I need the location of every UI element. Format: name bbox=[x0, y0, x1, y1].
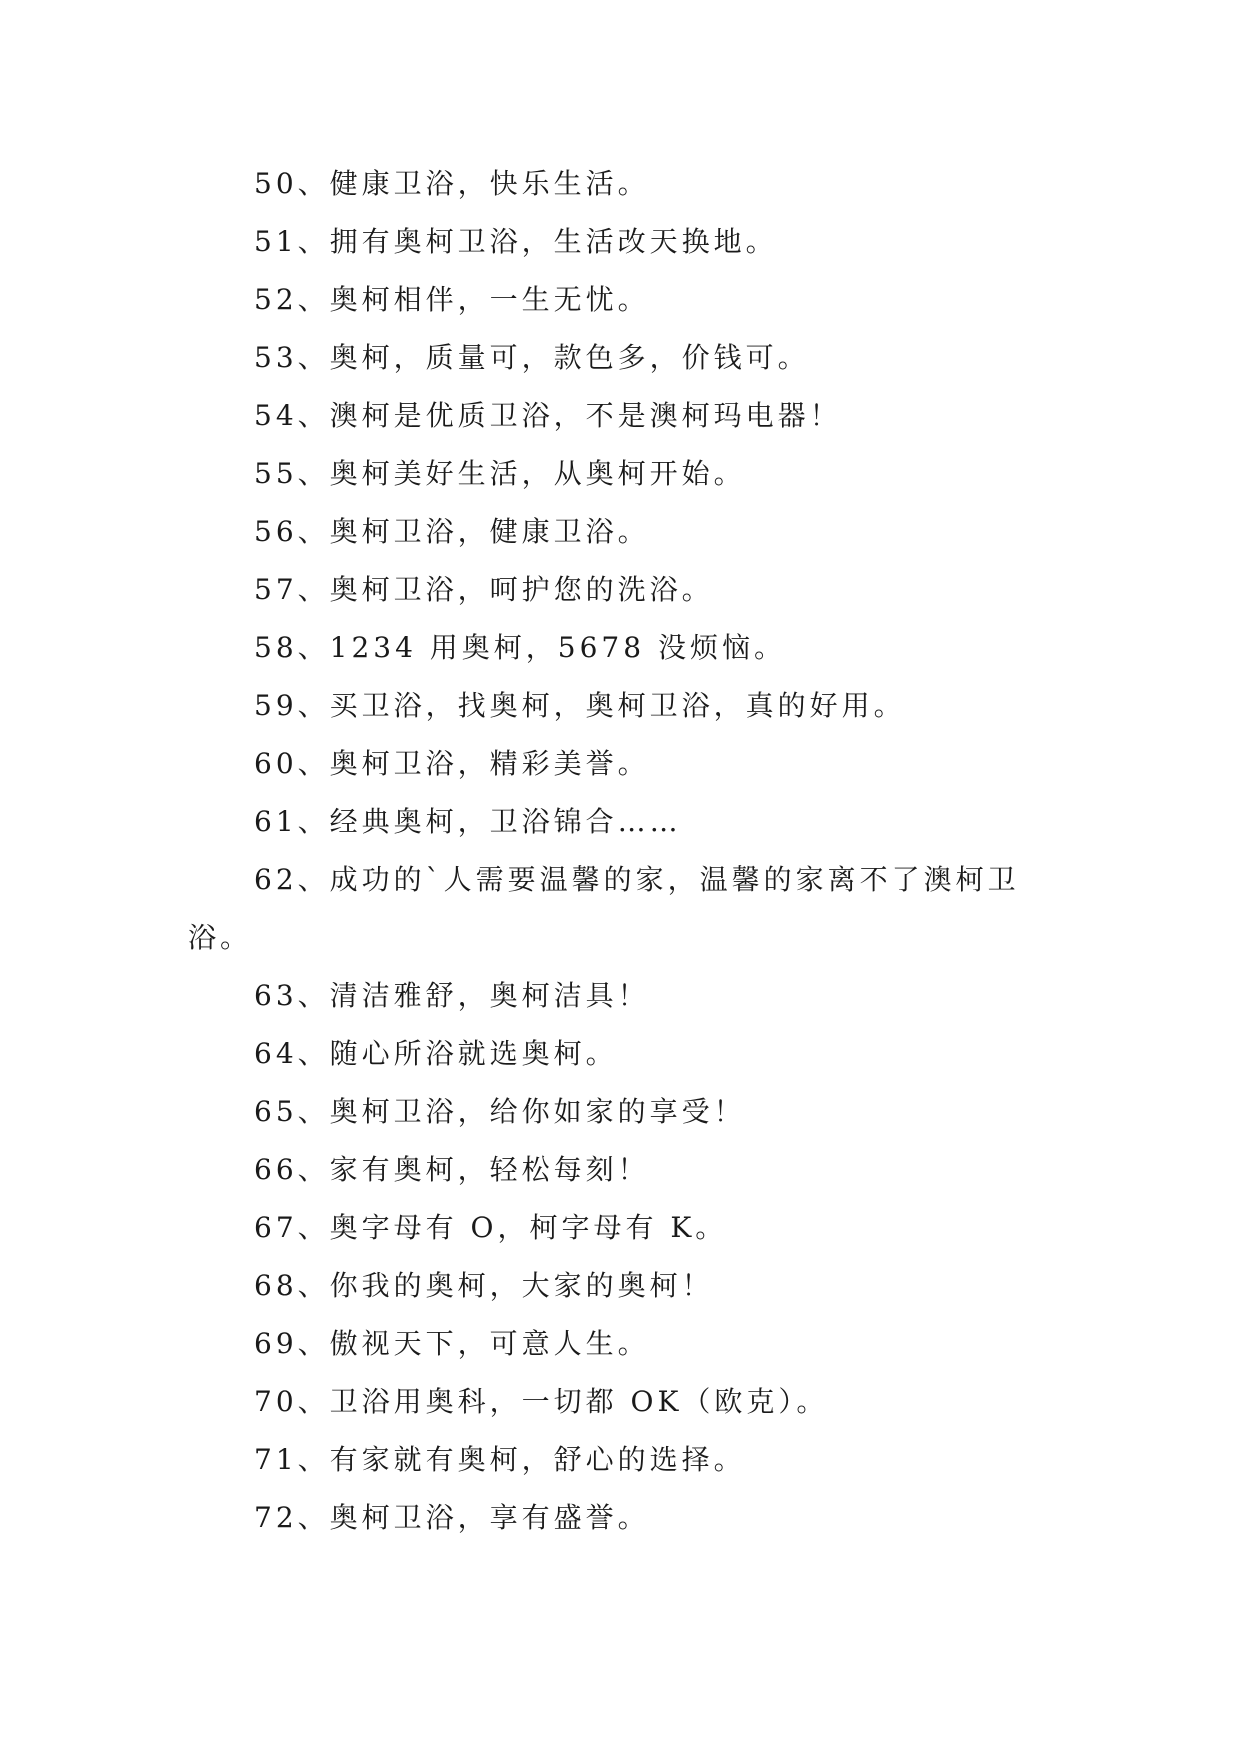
document-body bbox=[188, 155, 1060, 1547]
slogan-line-53: 53、奥柯，质量可，款色多，价钱可。 bbox=[254, 341, 810, 374]
slogan-line-65: 65、奥柯卫浴，给你如家的享受！ bbox=[254, 1095, 746, 1128]
slogan-line-66: 66、家有奥柯，轻松每刻！ bbox=[254, 1153, 650, 1186]
slogan-line-71: 71、有家就有奥柯，舒心的选择。 bbox=[254, 1443, 746, 1476]
slogan-line-57: 57、奥柯卫浴，呵护您的洗浴。 bbox=[254, 573, 714, 606]
slogan-line-70: 70、卫浴用奥科，一切都 OK（欧克）。 bbox=[254, 1385, 829, 1418]
slogan-line-72: 72、奥柯卫浴，享有盛誉。 bbox=[254, 1501, 650, 1534]
slogan-line-52: 52、奥柯相伴，一生无忧。 bbox=[254, 283, 650, 316]
slogan-line-59: 59、买卫浴，找奥柯，奥柯卫浴，真的好用。 bbox=[254, 689, 906, 722]
slogan-line-55: 55、奥柯美好生活，从奥柯开始。 bbox=[254, 457, 746, 490]
slogan-line-63: 63、清洁雅舒，奥柯洁具！ bbox=[254, 979, 650, 1012]
slogan-line-64: 64、随心所浴就选奥柯。 bbox=[254, 1037, 618, 1070]
slogan-line-54: 54、澳柯是优质卫浴，不是澳柯玛电器！ bbox=[254, 399, 842, 432]
slogan-line-68: 68、你我的奥柯，大家的奥柯！ bbox=[254, 1269, 714, 1302]
slogan-line-50: 50、健康卫浴，快乐生活。 bbox=[254, 167, 650, 200]
slogan-line-69: 69、傲视天下，可意人生。 bbox=[254, 1327, 650, 1360]
slogan-line-60: 60、奥柯卫浴，精彩美誉。 bbox=[254, 747, 650, 780]
slogan-line-67: 67、奥字母有 O，柯字母有 K。 bbox=[254, 1211, 728, 1244]
slogan-line-56: 56、奥柯卫浴，健康卫浴。 bbox=[254, 515, 650, 548]
slogan-line-62: 62、成功的`人需要温馨的家，温馨的家离不了澳柯卫浴。 bbox=[188, 863, 1020, 954]
slogan-line-61: 61、经典奥柯，卫浴锦合…… bbox=[254, 805, 682, 838]
slogan-line-51: 51、拥有奥柯卫浴，生活改天换地。 bbox=[254, 225, 778, 258]
slogan-line-58: 58、1234 用奥柯，5678 没烦恼。 bbox=[254, 631, 786, 664]
